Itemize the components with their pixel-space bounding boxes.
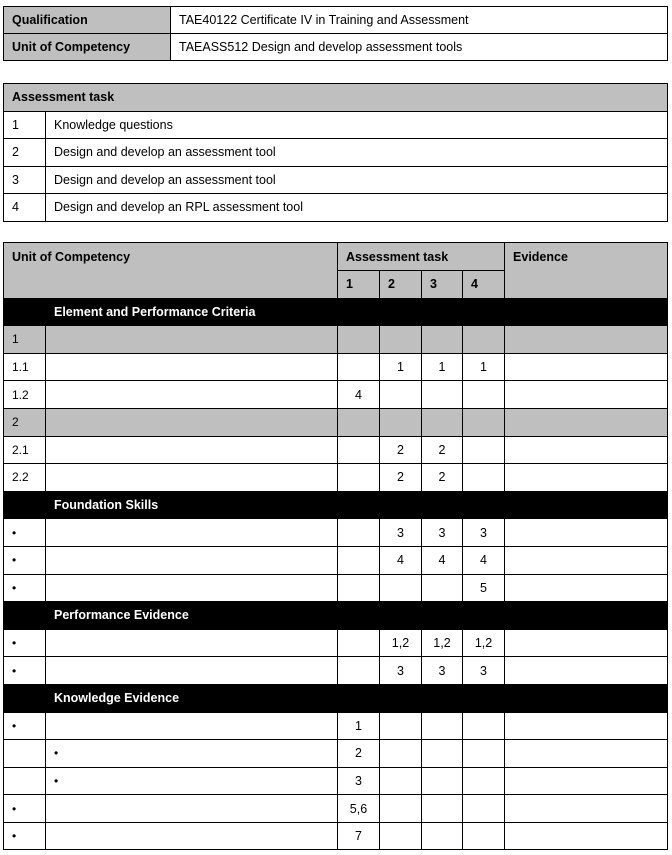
task-mapping-cell [380,712,422,740]
task-number: 1 [4,111,46,139]
task-mapping-cell [463,381,505,409]
element-row [4,408,668,436]
task-mapping-cell [338,574,380,602]
task-mapping-cell: 2 [338,740,380,768]
task-mapping-cell: 3 [380,519,422,547]
mapping-header-row [4,243,668,271]
evidence-cell [505,574,668,602]
evidence-cell [505,381,668,409]
knowledge-evidence-row [4,712,668,740]
row-description [46,436,338,464]
evidence-cell [505,629,668,657]
row-description [46,408,338,436]
row-description [46,574,338,602]
unit-header: Unit of Competency [4,243,338,299]
task-mapping-cell [422,767,463,795]
task-mapping-cell [463,436,505,464]
task-mapping-cell: 1,2 [463,629,505,657]
performance-evidence-row [4,629,668,657]
evidence-cell [505,408,668,436]
task-mapping-cell [380,795,422,823]
task-mapping-cell [380,408,422,436]
row-description [46,519,338,547]
task-mapping-cell [463,822,505,850]
evidence-cell [505,795,668,823]
section-header-ke [4,684,668,712]
task-number-header: 4 [463,271,505,299]
task-mapping-cell: 5,6 [338,795,380,823]
row-id: 2 [4,408,46,436]
task-mapping-cell [338,629,380,657]
row-description [46,712,338,740]
evidence-cell [505,822,668,850]
evidence-cell [505,657,668,685]
section-title: Element and Performance Criteria [46,298,668,326]
task-mapping-cell [463,795,505,823]
qualification-row [4,7,668,34]
row-id: • [4,795,46,823]
criteria-row [4,464,668,492]
row-id [4,740,46,768]
task-mapping-cell [422,712,463,740]
task-mapping-cell [463,767,505,795]
evidence-cell [505,353,668,381]
row-description [46,546,338,574]
task-mapping-cell [380,740,422,768]
tasks-header: Assessment task [4,84,668,112]
task-mapping-cell [422,408,463,436]
task-mapping-cell [380,822,422,850]
evidence-cell [505,546,668,574]
task-number-header: 1 [338,271,380,299]
row-id: • [4,574,46,602]
evidence-cell [505,326,668,354]
row-id: • [4,519,46,547]
task-mapping-cell: 1 [380,353,422,381]
task-mapping-cell: 1 [338,712,380,740]
mapping-table [3,242,668,850]
evidence-cell [505,740,668,768]
task-mapping-cell [463,326,505,354]
unit-value: TAEASS512 Design and develop assessment tools [171,34,668,61]
row-description [46,822,338,850]
row-id: 1.2 [4,381,46,409]
knowledge-evidence-row [4,767,668,795]
task-mapping-cell [380,574,422,602]
qualification-info-table [3,6,668,61]
row-description [46,657,338,685]
task-description: Knowledge questions [46,111,668,139]
task-mapping-cell [338,464,380,492]
row-description: • [46,767,338,795]
row-id: • [4,822,46,850]
task-mapping-cell: 3 [463,519,505,547]
foundation-skill-row [4,519,668,547]
section-header-epc [4,298,668,326]
row-description [46,795,338,823]
row-id [4,767,46,795]
task-mapping-cell: 1,2 [422,629,463,657]
task-number: 4 [4,194,46,222]
knowledge-evidence-row [4,795,668,823]
task-mapping-cell [338,326,380,354]
task-mapping-cell: 7 [338,822,380,850]
evidence-cell [505,436,668,464]
task-mapping-cell: 1 [422,353,463,381]
row-description [46,464,338,492]
row-description [46,629,338,657]
qualification-label: Qualification [4,7,171,34]
task-mapping-cell: 2 [380,464,422,492]
row-id: 2.1 [4,436,46,464]
criteria-row [4,436,668,464]
task-mapping-cell: 4 [338,381,380,409]
task-mapping-cell [338,519,380,547]
task-mapping-cell [380,326,422,354]
task-mapping-cell: 2 [380,436,422,464]
row-id: • [4,629,46,657]
row-id: 1 [4,326,46,354]
task-mapping-cell [422,822,463,850]
section-title: Knowledge Evidence [46,684,668,712]
task-mapping-cell: 4 [422,546,463,574]
task-mapping-cell [338,657,380,685]
evidence-header: Evidence [505,243,668,299]
task-mapping-cell [422,326,463,354]
knowledge-evidence-row [4,822,668,850]
task-mapping-cell: 4 [463,546,505,574]
task-description: Design and develop an RPL assessment tool [46,194,668,222]
row-description [46,326,338,354]
task-mapping-cell [380,767,422,795]
task-mapping-cell: 3 [338,767,380,795]
task-mapping-cell: 5 [463,574,505,602]
task-row [4,166,668,194]
criteria-row [4,353,668,381]
task-number: 2 [4,139,46,167]
section-header-fs [4,491,668,519]
task-row [4,111,668,139]
task-mapping-cell [422,740,463,768]
task-mapping-cell [338,353,380,381]
task-mapping-cell: 2 [422,436,463,464]
task-mapping-cell: 2 [422,464,463,492]
row-id: 2.2 [4,464,46,492]
assessment-tasks-table [3,83,668,222]
task-mapping-cell [338,546,380,574]
task-number-header: 3 [422,271,463,299]
unit-label: Unit of Competency [4,34,171,61]
element-row [4,326,668,354]
task-row [4,194,668,222]
task-number: 3 [4,166,46,194]
evidence-cell [505,767,668,795]
row-description [46,353,338,381]
task-row [4,139,668,167]
knowledge-evidence-row [4,740,668,768]
task-mapping-cell: 1 [463,353,505,381]
section-header-pe [4,602,668,630]
tasks-header-row [4,84,668,112]
foundation-skill-row [4,574,668,602]
task-description: Design and develop an assessment tool [46,139,668,167]
task-mapping-cell [422,574,463,602]
task-mapping-cell: 4 [380,546,422,574]
task-mapping-cell: 3 [463,657,505,685]
qualification-value: TAE40122 Certificate IV in Training and Assessment [171,7,668,34]
row-id: • [4,657,46,685]
performance-evidence-row [4,657,668,685]
task-mapping-cell [463,464,505,492]
unit-row [4,34,668,61]
task-mapping-cell: 3 [380,657,422,685]
row-id: • [4,712,46,740]
evidence-cell [505,464,668,492]
section-title: Foundation Skills [46,491,668,519]
task-mapping-cell [463,712,505,740]
row-description: • [46,740,338,768]
task-description: Design and develop an assessment tool [46,166,668,194]
task-mapping-cell [463,740,505,768]
assessment-task-header: Assessment task [338,243,505,271]
task-mapping-cell [422,795,463,823]
evidence-cell [505,712,668,740]
task-mapping-cell [338,436,380,464]
foundation-skill-row [4,546,668,574]
row-description [46,381,338,409]
evidence-cell [505,519,668,547]
task-mapping-cell: 3 [422,519,463,547]
task-mapping-cell [380,381,422,409]
row-id: • [4,546,46,574]
section-title: Performance Evidence [46,602,668,630]
task-mapping-cell [422,381,463,409]
task-mapping-cell [463,408,505,436]
task-mapping-cell [338,408,380,436]
row-id: 1.1 [4,353,46,381]
task-mapping-cell: 3 [422,657,463,685]
task-mapping-cell: 1,2 [380,629,422,657]
criteria-row [4,381,668,409]
task-number-header: 2 [380,271,422,299]
